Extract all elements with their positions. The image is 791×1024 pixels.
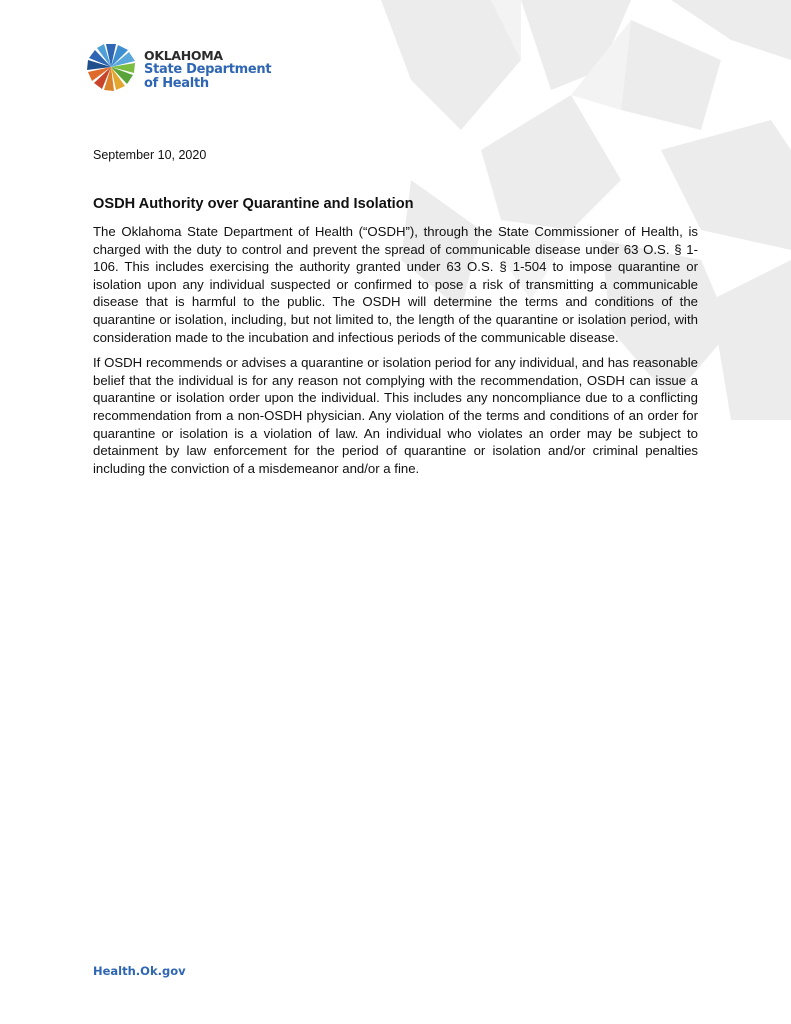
document-title: OSDH Authority over Quarantine and Isolation bbox=[93, 196, 414, 212]
body-paragraph-1: The Oklahoma State Department of Health (“OSDH”), through the State Commissioner of Health, is charged with the duty to control and prevent the spread of communicable disease under 63 O.S. § 1-106. This includes exercising the authority granted under 63 O.S. § 1-504 to impose quarantine or isolation upon any individual suspected or confirmed to pose a risk of transmitting a communicable disease that is harmful to the public. The OSDH will determine the terms and conditions of the quarantine or isolation, including, but not limited to, the length of the quarantine or isolation period, with consideration made to the incubation and infectious periods of the communicable disease. bbox=[93, 224, 698, 345]
body-paragraph-2: If OSDH recommends or advises a quarantine or isolation period for any individual, and has reasonable belief that the individual is for any reason not complying with the recommendation, OSDH can issue a quarantine or isolation order upon the individual. This includes any noncompliance due to a conflicting recommendation from a non-OSDH physician. Any violation of the terms and conditions of an order for quarantine or isolation is a violation of law. An individual who violates an order may be subject to detainment by law enforcement for the period of quarantine or isolation and/or criminal penalties including the conviction of a misdemeanor and/or a fine. bbox=[93, 355, 698, 476]
letter-date: September 10, 2020 bbox=[93, 148, 207, 162]
logo-line-oklahoma: OKLAHOMA bbox=[144, 48, 223, 63]
star-burst-logo-icon bbox=[84, 40, 138, 94]
logo-line-state-department: State Department bbox=[144, 62, 272, 77]
logo-line-of-health: of Health bbox=[144, 76, 209, 91]
osdh-logo bbox=[84, 40, 271, 94]
footer-website: Health.Ok.gov bbox=[93, 964, 186, 978]
document-body bbox=[93, 223, 698, 485]
